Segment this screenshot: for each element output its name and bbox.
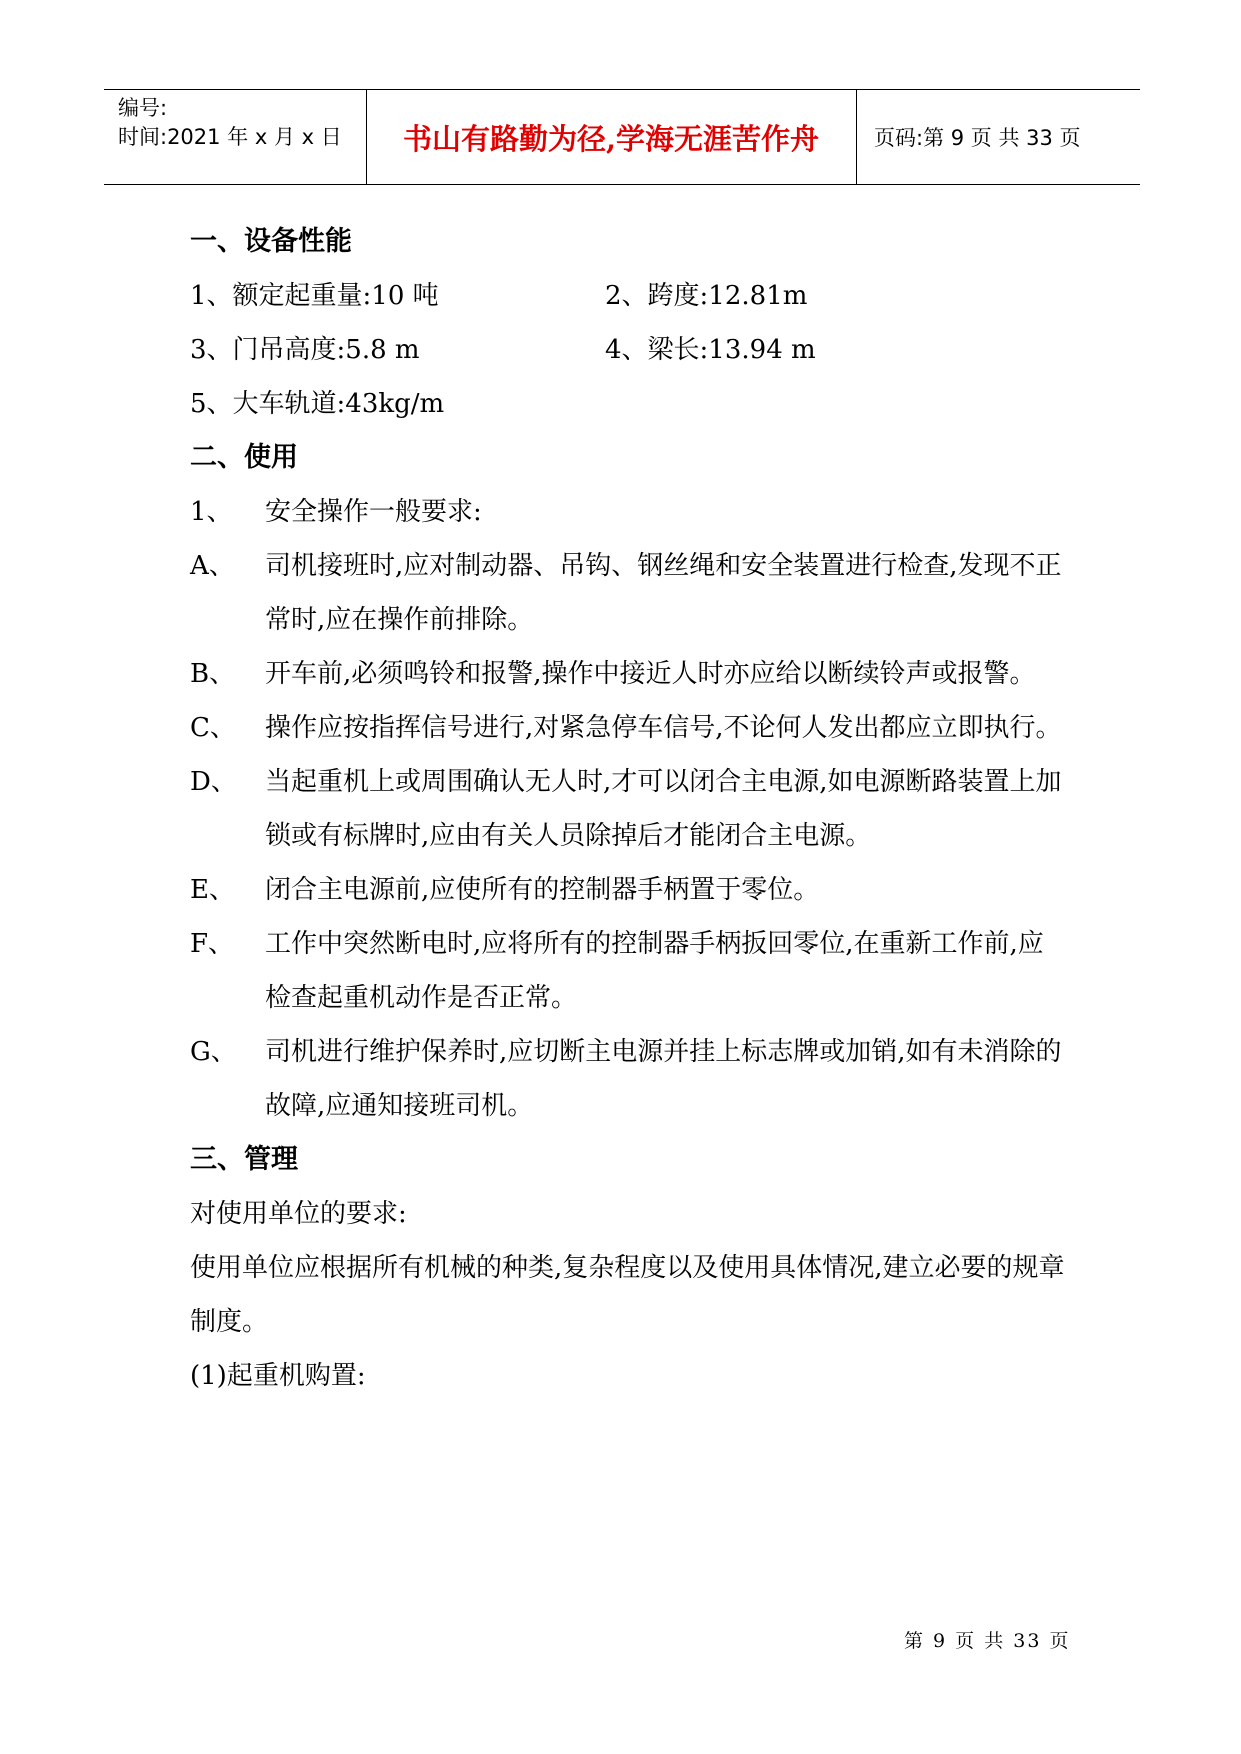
list-item-text: 司机接班时,应对制动器、吊钩、钢丝绳和安全装置进行检查,发现不正常时,应在操作前排除。	[265, 551, 1062, 635]
list-item-label: D、	[190, 767, 237, 797]
paragraph: (1)起重机购置:	[190, 1361, 366, 1391]
document-time: 时间:2021 年 x 月 x 日	[118, 125, 342, 149]
list-item	[190, 755, 1070, 863]
header-page-number: 页码:第 9 页 共 33 页	[874, 126, 1081, 150]
list-item-text: 开车前,必须鸣铃和报警,操作中接近人时亦应给以断续铃声或报警。	[265, 659, 1036, 689]
spec-rated-load: 1、额定起重量:10 吨	[190, 281, 439, 311]
paragraph: 对使用单位的要求:	[190, 1199, 407, 1229]
spec-beam-length: 4、梁长:13.94 m	[605, 335, 816, 365]
section-title-performance: 一、设备性能	[190, 226, 352, 257]
list-item-label: A、	[190, 551, 235, 581]
paragraph: 使用单位应根据所有机械的种类,复杂程度以及使用具体情况,建立必要的规章制度。	[190, 1253, 1065, 1337]
list-item-text: 当起重机上或周围确认无人时,才可以闭合主电源,如电源断路装置上加锁或有标牌时,应由有关人员除掉后才能闭合主电源。	[265, 767, 1062, 851]
page-header	[104, 89, 1140, 185]
document-body	[190, 215, 1070, 1403]
spec-gantry-height: 3、门吊高度:5.8 m	[190, 335, 420, 365]
list-item-label: E、	[190, 875, 235, 905]
subsection-heading	[190, 485, 1070, 539]
header-divider-right	[856, 90, 857, 184]
list-item	[190, 701, 1070, 755]
header-divider-left	[366, 90, 367, 184]
subsection-number: 1、	[190, 497, 233, 527]
header-motto: 书山有路勤为径,学海无涯苦作舟	[402, 121, 820, 156]
section-title-management: 三、管理	[190, 1144, 298, 1175]
list-item	[190, 917, 1070, 1025]
subsection-text: 安全操作一般要求:	[265, 497, 482, 527]
list-item-text: 司机进行维护保养时,应切断主电源并挂上标志牌或加销,如有未消除的故障,应通知接班司机。	[265, 1037, 1062, 1121]
spec-track: 5、大车轨道:43kg/m	[190, 389, 445, 419]
list-item	[190, 647, 1070, 701]
list-item	[190, 863, 1070, 917]
list-item	[190, 539, 1070, 647]
spec-row	[190, 323, 1070, 377]
section-title-usage: 二、使用	[190, 442, 298, 473]
list-item	[190, 1025, 1070, 1133]
page-footer: 第 9 页 共 33 页	[904, 1630, 1071, 1652]
list-item-label: B、	[190, 659, 236, 689]
list-item-label: G、	[190, 1037, 237, 1067]
list-item-label: C、	[190, 713, 236, 743]
spec-span: 2、跨度:12.81m	[605, 281, 808, 311]
list-item-label: F、	[190, 929, 235, 959]
document-number: 编号:	[118, 96, 168, 120]
list-item-text: 工作中突然断电时,应将所有的控制器手柄扳回零位,在重新工作前,应检查起重机动作是否正常。	[265, 929, 1044, 1013]
list-item-text: 操作应按指挥信号进行,对紧急停车信号,不论何人发出都应立即执行。	[265, 713, 1062, 743]
list-item-text: 闭合主电源前,应使所有的控制器手柄置于零位。	[265, 875, 820, 905]
header-meta	[118, 94, 342, 152]
spec-row	[190, 269, 1070, 323]
spec-row	[190, 377, 1070, 431]
